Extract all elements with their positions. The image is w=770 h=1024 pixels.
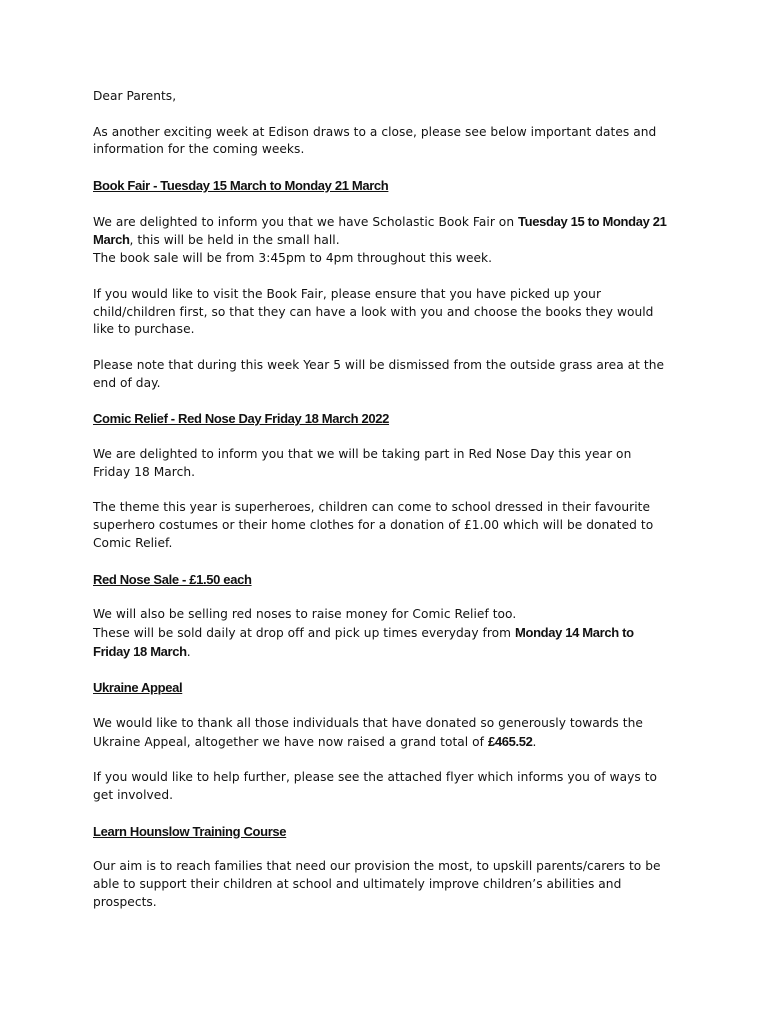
section-paragraph: [93, 769, 672, 805]
section-paragraph: [93, 286, 672, 339]
paragraph-text: , this will be held in the small hall.: [129, 233, 340, 248]
section-paragraph: [93, 357, 672, 393]
paragraph-text: We are delighted to inform you that we have Scholastic Book Fair on: [93, 214, 519, 229]
paragraph-text: The theme this year is superheroes, children can come to school dressed in their favourite superhero costumes or their home clothes for a donation of £1.00 which will be donated to Comic Relief.: [93, 500, 654, 550]
section: [93, 679, 672, 805]
section-paragraph: [93, 606, 672, 661]
letter-sections: [93, 177, 672, 912]
paragraph-text: .: [186, 644, 191, 659]
section: [93, 177, 672, 393]
emphasis-text: Monday 14 March to Friday 18 March: [93, 624, 634, 659]
section-heading: Red Nose Sale - £1.50 each: [93, 571, 252, 587]
greeting: Dear Parents,: [93, 89, 177, 103]
section-paragraph: [93, 213, 672, 268]
section-paragraph: [93, 715, 672, 752]
paragraph-text: If you would like to help further, please see the attached flyer which informs you of ways to get involved.: [93, 770, 658, 803]
section: [93, 571, 672, 662]
paragraph-text: Our aim is to reach families that need our provision the most, to upskill parents/carers to be able to support their children at school and ultimately improve children’s abilities and prospects.: [93, 859, 661, 909]
section-paragraph: [93, 499, 672, 552]
section-heading: Ukraine Appeal: [93, 680, 183, 696]
paragraph-text: These will be sold daily at drop off and pick up times everyday from: [93, 625, 516, 640]
section-heading: Learn Hounslow Training Course: [93, 823, 287, 839]
section: [93, 410, 672, 552]
paragraph-text: We will also be selling red noses to raise money for Comic Relief too.: [93, 607, 517, 622]
section-heading: Comic Relief - Red Nose Day Friday 18 March 2022: [93, 411, 390, 427]
emphasis-text: Tuesday 15 to Monday 21 March: [93, 213, 667, 248]
section-paragraph: [93, 858, 672, 911]
paragraph-text: Please note that during this week Year 5 will be dismissed from the outside grass area at the end of day.: [93, 357, 665, 390]
paragraph-text: If you would like to visit the Book Fair, please ensure that you have picked up your child/children first, so that they can have a look with you and choose the books they would like to purchase.: [93, 286, 654, 337]
paragraph-text: We are delighted to inform you that we will be taking part in Red Nose Day this year on Friday 18 March.: [93, 446, 632, 479]
intro-paragraph: As another exciting week at Edison draws to a close, please see below important dates and information for the coming weeks.: [93, 124, 657, 157]
section-heading: Book Fair - Tuesday 15 March to Monday 21 March: [93, 177, 389, 193]
section-paragraph: [93, 446, 672, 482]
paragraph-text: We would like to thank all those individuals that have donated so generously towards the Ukraine Appeal, altogether we have now raised a grand total of: [93, 715, 643, 749]
paragraph-text: The book sale will be from 3:45pm to 4pm throughout this week.: [93, 251, 493, 266]
paragraph-text: .: [532, 734, 537, 749]
section: [93, 823, 672, 912]
emphasis-text: £465.52: [487, 733, 533, 749]
